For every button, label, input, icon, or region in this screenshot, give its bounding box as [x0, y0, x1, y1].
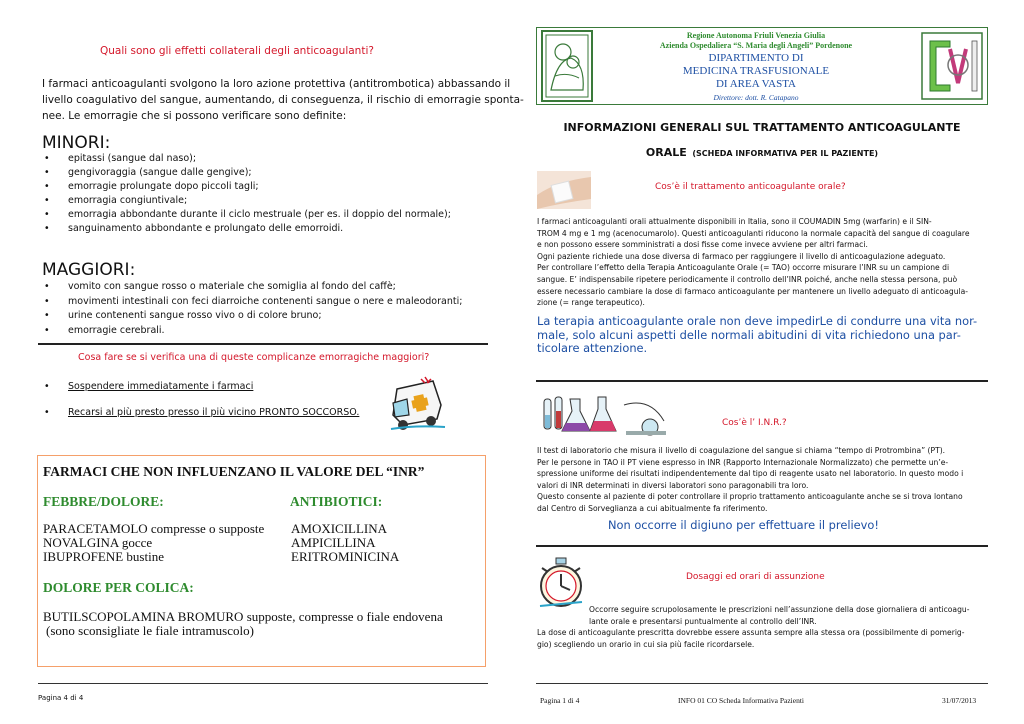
p3-paragraph	[537, 604, 969, 650]
drug-item: NOVALGINA gocce	[43, 535, 153, 550]
divider	[38, 343, 488, 345]
list-item: • sanguinamento abbondante e prolungato delle emorroidi.	[42, 222, 451, 236]
antibiotici-title: ANTIBIOTICI:	[290, 494, 383, 509]
ambulance-icon	[385, 375, 451, 433]
right-footer-date: 31/07/2013	[942, 696, 977, 705]
department-logo-icon	[920, 31, 984, 101]
p2-line: dal Centro di Sorveglianza a cui abitualmente fa riferimento.	[537, 503, 768, 513]
divider	[536, 545, 988, 547]
maggiori-list	[42, 280, 462, 338]
header-region: Regione Autonoma Friuli Venezia Giulia	[686, 31, 826, 40]
p1-line: Ogni paziente richiede una dose diversa di farmaco per raggiungere il livello di anticoagulazione adeguato.	[537, 251, 946, 261]
p1-line: e non possono essere somministrati a dosi fisse come invece avviene per altri farmaci.	[537, 240, 868, 250]
p1-line: Per controllare l’effetto della Terapia Anticoagulante Orale (= TAO) occorre misurare l’INR su un campione di	[537, 263, 950, 273]
minori-list	[42, 152, 451, 236]
p3-line: lante orale e presentarsi puntualmente al controllo dell’INR.	[589, 616, 817, 626]
q-cos-e: Cos’è il trattamento anticoagulante orale?	[655, 182, 846, 192]
list-item: • movimenti intestinali con feci diarroiche contenenti sangue o nere e maleodoranti;	[42, 295, 462, 310]
drug-item: AMOXICILLINA	[291, 521, 388, 536]
p2-line: Per le persone in TAO il PT viene espresso in INR (Rapporto Internazionale Normalizzato) che permette un’e-	[537, 457, 949, 467]
intro-paragraph	[42, 76, 524, 124]
footer-rule	[536, 683, 988, 684]
madonna-icon	[541, 30, 593, 102]
p2-paragraph	[537, 445, 963, 515]
minori-title: MINORI:	[42, 133, 111, 153]
actions-list	[42, 380, 359, 420]
drug-item: IBUPROFENE bustine	[43, 549, 164, 564]
digiuno-note: Non occorre il digiuno per effettuare il prelievo!	[608, 518, 879, 532]
left-footer: Pagina 4 di 4	[38, 694, 84, 702]
header-dept	[596, 52, 916, 91]
main-title: INFORMAZIONI GENERALI SUL TRATTAMENTO ANTICOAGULANTE	[563, 121, 961, 134]
list-item: • epitassi (sangue dal naso);	[42, 152, 451, 166]
p1-paragraph	[537, 216, 970, 309]
p1-line: sangue. E’ indispensabile ripetere periodicamente il controllo dell’INR poiché, anche nella stessa persona, può	[537, 274, 958, 284]
list-item: • urine contenenti sangue rosso vivo o di colore bruno;	[42, 309, 462, 324]
drug-item: AMPICILLINA	[291, 535, 376, 550]
header-dept-line: MEDICINA TRASFUSIONALE	[682, 65, 830, 77]
p3-line: La dose di anticoagulante prescritta dovrebbe essere assunta sempre alla stessa ora (possibilmente di pomerig-	[537, 628, 965, 638]
p3-line: Occorre seguire scrupolosamente le prescrizioni nell’assunzione della dose giornaliera di anticoagu-	[589, 605, 970, 614]
colica-list	[43, 610, 443, 638]
p2-line: Questo consente al paziente di poter controllare il proprio trattamento anticoagulante anche se si trova lontano	[537, 492, 963, 502]
list-item: • emorragie prolungate dopo piccoli tagli;	[42, 180, 451, 194]
big-note	[537, 315, 977, 356]
antibiotici-list	[291, 522, 399, 564]
header-hospital: Azienda Ospedaliera “S. Maria degli Angeli” Pordenone	[659, 41, 853, 50]
p1-line: TROM 4 mg e 1 mg (acenocumarolo). Questi anticoagulanti riducono la normale capacità del sangue di coagulare	[537, 228, 970, 238]
divider	[536, 380, 988, 382]
q-dosaggi: Dosaggi ed orari di assunzione	[686, 572, 825, 582]
intro-line: I farmaci anticoagulanti svolgono la loro azione protettiva (antitrombotica) abbassando il	[42, 78, 511, 90]
big-note-line: ticolare attenzione.	[537, 341, 648, 355]
list-item: • emorragia abbondante durante il ciclo mestruale (per es. il doppio del normale);	[42, 208, 451, 222]
intro-line: nee. Le emorragie che si possono verificare sono definite:	[42, 110, 347, 122]
febbre-list	[43, 522, 264, 564]
intro-line: livello coagulativo del sangue, aumentando, di conseguenza, il rischio di emorragie sponta-	[42, 94, 524, 106]
right-footer-page: Pagina 1 di 4	[540, 696, 580, 705]
q-cosa-fare: Cosa fare se si verifica una di queste complicanze emorragiche maggiori?	[78, 352, 430, 363]
timer-icon	[536, 556, 588, 610]
q-inr: Cos’è l’ I.N.R.?	[722, 418, 787, 428]
list-item: • Sospendere immediatamente i farmaci	[42, 380, 359, 394]
maggiori-title: MAGGIORI:	[42, 260, 136, 280]
header-dept-line: DI AREA VASTA	[715, 78, 796, 90]
big-note-line: La terapia anticoagulante orale non deve impedirLe di condurre una vita nor-	[537, 314, 978, 328]
p3-line: gio) scegliendo un orario in cui sia più facile ricordarsele.	[537, 639, 755, 649]
drug-item: PARACETAMOLO compresse o supposte	[43, 521, 265, 536]
list-item: • emorragie cerebrali.	[42, 324, 462, 339]
header-director: Direttore: dott. R. Catapano	[713, 93, 799, 102]
p2-line: Il test di laboratorio che misura il livello di coagulazione del sangue si chiama “tempo di Protrombina” (PT).	[537, 446, 946, 455]
list-item: • Recarsi al più presto presso il più vicino PRONTO SOCCORSO.	[42, 406, 359, 420]
arm-bandage-image	[537, 171, 591, 209]
list-item: • gengivoraggia (sangue dalle gengive);	[42, 166, 451, 180]
footer-rule	[38, 683, 488, 684]
big-note-line: male, solo alcuni aspetti delle normali abitudini di vita richiedono una par-	[537, 327, 961, 342]
title-subtitle: (SCHEDA INFORMATIVA PER IL PAZIENTE)	[692, 149, 879, 158]
drug-item: ERITROMINICINA	[291, 549, 400, 564]
p2-line: valori di INR determinati in diversi laboratori sono paragonabili tra loro.	[537, 480, 809, 490]
lab-glassware-icon	[540, 387, 670, 439]
colica-title: DOLORE PER COLICA:	[43, 580, 194, 595]
p1-line: essere necessario cambiare la dose di farmaco anticoagulante per mantenere un livello adeguato di anticoagula-	[537, 286, 969, 296]
title-orale: ORALE	[645, 146, 687, 159]
febbre-title: FEBBRE/DOLORE:	[43, 494, 164, 509]
drug-item: BUTILSCOPOLAMINA BROMURO supposte, compresse o fiale endovena	[43, 609, 443, 624]
main-title-line2	[536, 141, 988, 160]
drugs-box-title: FARMACI CHE NON INFLUENZANO IL VALORE DEL “INR”	[43, 464, 425, 479]
drug-item: (sono sconsigliate le fiale intramuscolo)	[46, 623, 254, 638]
p1-line: zione (= range terapeutico).	[537, 298, 645, 308]
right-footer-doc: INFO 01 CO Scheda Informativa Pazienti	[678, 696, 805, 705]
p1-line: I farmaci anticoagulanti orali attualmente disponibili in Italia, sono il COUMADIN 5mg (warfarin) e il SIN-	[537, 217, 932, 226]
header-dept-line: DIPARTIMENTO DI	[708, 52, 804, 64]
q-effects: Quali sono gli effetti collaterali degli anticoagulanti?	[100, 45, 374, 57]
list-item: • vomito con sangue rosso o materiale che somiglia al fondo del caffè;	[42, 280, 462, 295]
p2-line: spressione uniforme dei risultati indipendentemente dal tipo di reagente usato nel laboratorio. In questo modo i	[537, 469, 964, 479]
list-item: • emorragia congiuntivale;	[42, 194, 451, 208]
